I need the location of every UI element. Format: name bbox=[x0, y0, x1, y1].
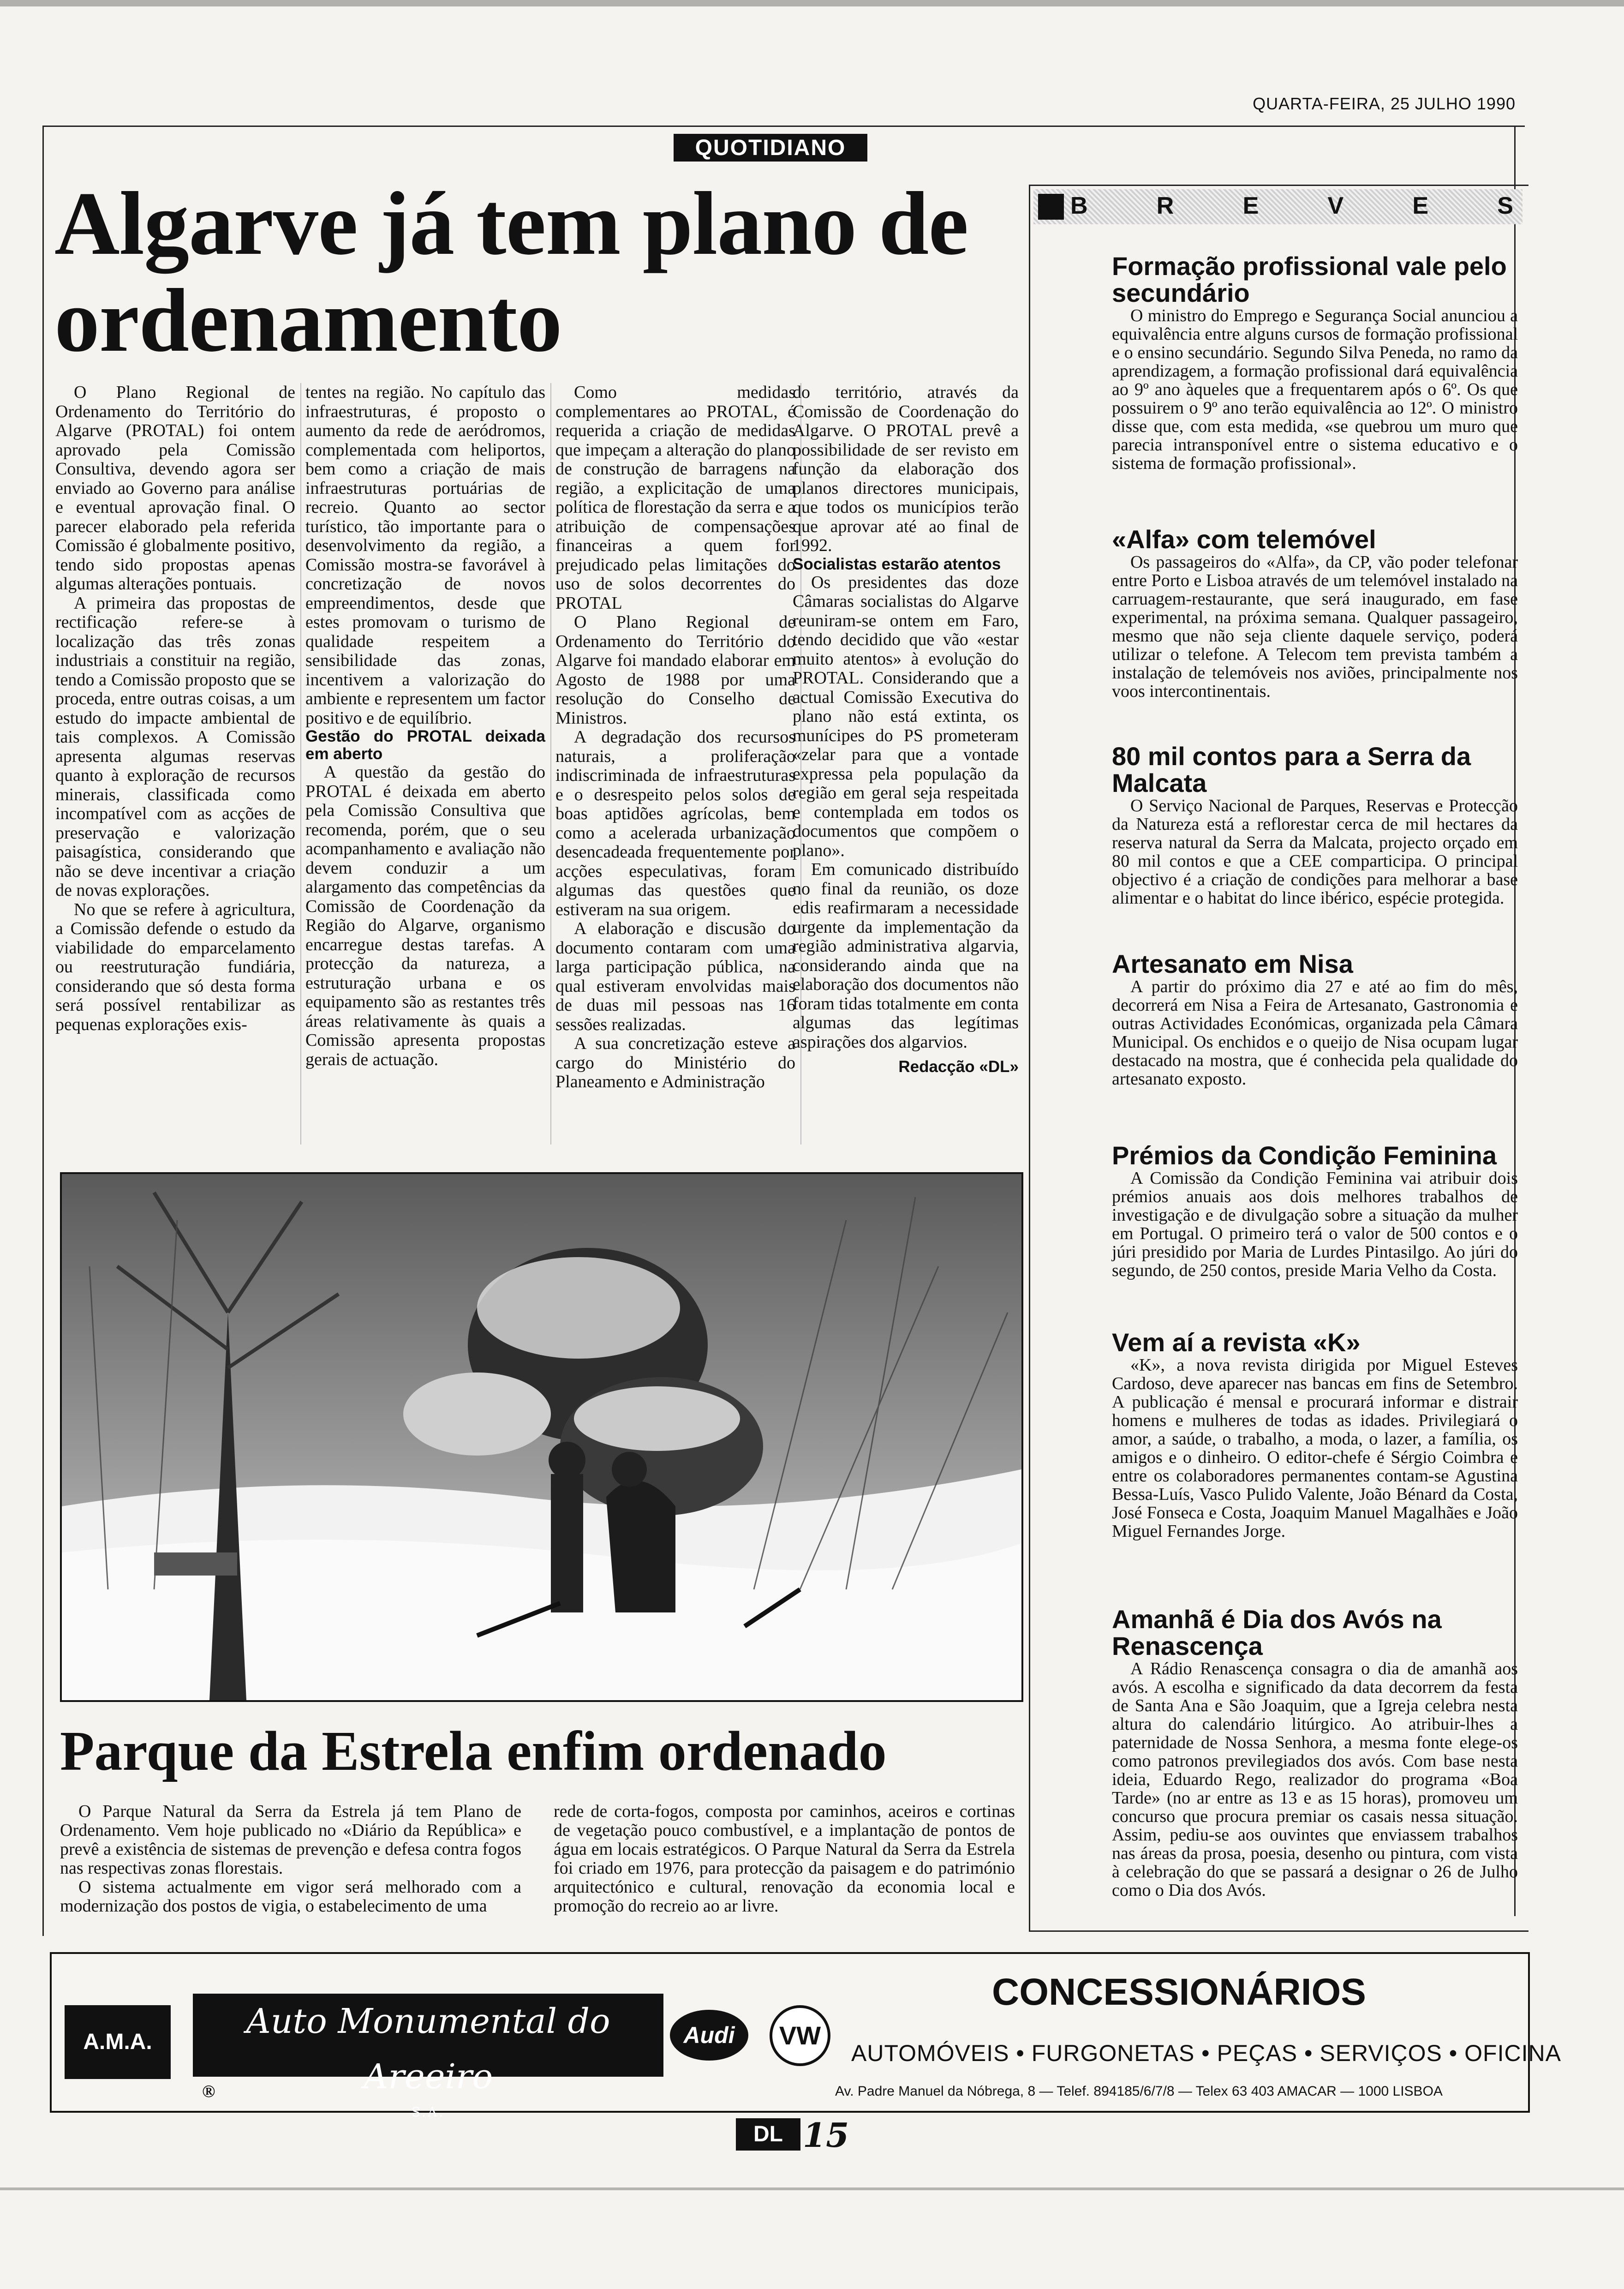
top-scan-edge bbox=[0, 0, 1624, 6]
bottom-scan-edge bbox=[0, 2187, 1624, 2190]
breves-title bbox=[1070, 192, 1513, 220]
article-column-4 bbox=[793, 383, 1019, 1077]
brief-item bbox=[1112, 743, 1518, 907]
breves-letter: R bbox=[1156, 192, 1174, 219]
ad-heading: CONCESSIONÁRIOS bbox=[992, 1971, 1366, 2013]
paragraph: rede de corta-fogos, composta por caminhos, aceiros e cortinas de vegetação pouco combustível, e a implantação de pontos de água em locais estratégicos. O Parque Natural da Serra da Estrela foi criado em 1976, para protecção da paisagem e do património arquitectónico e cultural, renovação da economia local e promoção do recreio ao ar livre. bbox=[554, 1802, 1015, 1916]
breves-letter: V bbox=[1327, 192, 1344, 219]
paragraph: O Parque Natural da Serra da Estrela já tem Plano de Ordenamento. Vem hoje publicado no «Diário da República» e prevê a existência de sistemas de prevenção e defesa contra fogos nas respectivas zonas florestais. bbox=[60, 1802, 521, 1878]
paragraph: A degradação dos recursos naturais, a proliferação indiscriminada de infraestruturas e o desrespeito pelos solos de boas aptidões agrícolas, bem como a acelerada urbanização desencadeada frequentemente por acções especulativas, foram algumas das questões que estiveram na sua origem. bbox=[555, 727, 795, 919]
registered-mark: ® bbox=[202, 2082, 215, 2101]
breves-letter: E bbox=[1412, 192, 1429, 219]
brief-body: A Comissão da Condição Feminina vai atribuir dois prémios anuais aos dois melhores trabalhos de investigação e de divulgação sobre a situação da mulher em Portugal. O primeiro terá o valor de 500 contos e o júri presidido por Maria de Lurdes Pintasilgo. Ao júri do segundo, de 250 contos, preside Maria Velho da Costa. bbox=[1112, 1168, 1518, 1280]
photo-article-column-1 bbox=[60, 1802, 521, 1916]
snow-scene-photo bbox=[60, 1172, 1023, 1702]
article-subhead: Socialistas estarão atentos bbox=[793, 555, 1001, 573]
brief-title: Prémios da Condição Feminina bbox=[1112, 1141, 1497, 1170]
paragraph: O sistema actualmente em vigor será melhorado com a modernização dos postos de vigia, o estabelecimento de uma bbox=[60, 1877, 521, 1916]
issue-date: QUARTA-FEIRA, 25 JULHO 1990 bbox=[1253, 94, 1516, 113]
brief-item bbox=[1112, 526, 1518, 701]
paragraph: No que se refere à agricultura, a Comissão defende o estudo da viabilidade do emparcelamento ou reestruturação fundiária, considerando que só desta forma será possível rentabilizar as pequenas explorações exis- bbox=[55, 899, 295, 1034]
newspaper-logo: DL bbox=[736, 2118, 800, 2151]
photo-illustration bbox=[62, 1174, 1021, 1700]
brief-body: «K», a nova revista dirigida por Miguel Esteves Cardoso, deve aparecer nas bancas em fins de Setembro. A publicação é mensal e procurará informar e distrair homens e mulheres de todas as idades. Privilegiará o amor, a saúde, o trabalho, a moda, o lazer, a família, os amigos e o dinheiro. O editor-chefe é Sérgio Coimbra e entre os colaboradores permanentes contam-se Agustina Bessa-Luís, Vasco Pulido Valente, João Bénard da Costa, José Fonseca e Costa, Joaquim Manuel Magalhães e João Miguel Fernandes Jorge. bbox=[1112, 1355, 1518, 1541]
brief-item bbox=[1112, 1606, 1518, 1900]
column-divider bbox=[550, 383, 551, 1144]
brief-title: Artesanato em Nisa bbox=[1112, 949, 1353, 978]
brief-title: Amanhã é Dia dos Avós na Renascença bbox=[1112, 1605, 1442, 1660]
breves-letter: B bbox=[1070, 192, 1088, 219]
paragraph: A elaboração e discusão do documento contaram com uma larga participação pública, na qual estiveram envolvidas mais de duas mil pessoas nas 16 sessões realizadas. bbox=[555, 919, 795, 1034]
paragraph: O Plano Regional de Ordenamento do Território do Algarve (PROTAL) foi ontem aprovado pela Comissão Consultiva, devendo agora ser enviado ao Governo para análise e eventual aprovação final. O parecer elaborado pela referida Comissão é globalmente positivo, tendo sido propostas apenas algumas alterações pontuais. bbox=[55, 383, 295, 593]
brief-title: Vem aí a revista «K» bbox=[1112, 1328, 1361, 1357]
brief-body: A partir do próximo dia 27 e até ao fim do mês, decorrerá em Nisa a Feira de Artesanato, Gastronomia e outras Actividades Económicas, organizada pela Câmara Municipal. Os enchidos e o queijo de Nisa ocupam lugar destacado na mostra, que é conhecida pela qualidade do artesanato exposto. bbox=[1112, 977, 1518, 1089]
paragraph: Os presidentes das doze Câmaras socialistas do Algarve reuniram-se ontem em Faro, tendo decidido que vão «estar muito atentos» à evolução do PROTAL. Considerando que a actual Comissão Executiva do plano não está extinta, os munícipes do PS prometeram «zelar para que a vontade expressa pela população da região em geral seja respeitada e contemplada em todos os documentos que compõem o plano». bbox=[793, 572, 1019, 860]
paragraph: O Plano Regional de Ordenamento do Território do Algarve foi mandado elaborar em Agosto de 1988 por uma resolução do Conselho de Ministros. bbox=[555, 612, 795, 728]
brief-item bbox=[1112, 1329, 1518, 1540]
section-label: QUOTIDIANO bbox=[674, 134, 867, 162]
paragraph: tentes na região. No capítulo das infraestruturas, é proposto o aumento da rede de aeródromos, complementada com heliportos, bem como a criação de mais infraestruturas portuárias de recreio. Quanto ao sector turístico, tão importante para o desenvolvimento da região, a Comissão mostra-se favorável à concretização de novos empreendimentos, desde que estes promovam o turismo de qualidade respeitem a sensibilidade das zonas, incentivem a valorização do ambiente e representem um factor positivo e de equilíbrio. bbox=[305, 383, 545, 728]
paragraph: Como medidas complementares ao PROTAL, é requerida a criação de medidas que impeçam a alteração do plano de construção de barragens na região, a explicitação de uma política de florestação da serra e a atribuição de compensações financeiras a quem for prejudicado pelas limitações do uso de solos decorrentes do PROTAL bbox=[555, 383, 795, 613]
ad-services: AUTOMÓVEIS • FURGONETAS • PEÇAS • SERVIÇOS • OFICINA bbox=[851, 2040, 1561, 2066]
ama-logo: A.M.A. bbox=[65, 2005, 171, 2079]
photo-article-headline: Parque da Estrela enfim ordenado bbox=[60, 1720, 887, 1782]
paragraph: A sua concretização esteve a cargo do Ministério do Planeamento e Administração bbox=[555, 1034, 795, 1091]
brief-title: 80 mil contos para a Serra da Malcata bbox=[1112, 742, 1471, 797]
article-subhead: Gestão do PROTAL deixada em aberto bbox=[305, 727, 545, 763]
article-column-2 bbox=[305, 383, 545, 1069]
brief-body: A Rádio Renascença consagra o dia de amanhã aos avós. A escolha e significado da data decorrem da festa de Santa Ana e São Joaquim, que a Igreja celebra nesta altura do calendário litúrgico. Ao atribuir-lhes a paternidade de Nossa Senhora, a mesma fonte elege-os como patronos previlegiados dos avós. Com base nesta ideia, Eduardo Rego, realizador do programa «Boa Tarde» (no ar entre as 13 e as 15 horas), promoveu um concurso que procura premiar os casais nessa situação. Assim, pediu-se aos ouvintes que enviassem trabalhos nas áreas da prosa, poesia, desenho ou pintura, com vista à celebração do que se passará a designar o 26 de Julho como o Dia dos Avós. bbox=[1112, 1659, 1518, 1900]
breves-letter: S bbox=[1497, 192, 1513, 219]
brief-title: Formação profissional vale pelo secundário bbox=[1112, 252, 1507, 307]
brief-item bbox=[1112, 1142, 1518, 1280]
company-name: Auto Monumental do Areeiro bbox=[246, 2001, 610, 2097]
byline: Redacção «DL» bbox=[898, 1058, 1019, 1076]
paragraph: Em comunicado distribuído no final da reunião, os doze edis reafirmaram a necessidade urgente da implementação da região administrativa algarvia, considerando ainda que na elaboração dos documentos não foram tidas totalmente em conta algumas das legítimas aspirações dos algarvios. bbox=[793, 860, 1019, 1052]
breves-letter: E bbox=[1242, 192, 1259, 219]
brief-body: O Serviço Nacional de Parques, Reservas e Protecção da Natureza está a reflorestar cerca de mil hectares da reserva natural da Serra da Malcata, projecto orçado em 80 mil contos e que a CEE comparticipa. O principal objectivo é a criação de condições para melhorar a base alimentar e o habitat do lince ibérico, espécie protegida. bbox=[1112, 796, 1518, 908]
article-column-3 bbox=[555, 383, 795, 1092]
ad-address: Av. Padre Manuel da Nóbrega, 8 — Telef. 894185/6/7/8 — Telex 63 403 AMACAR — 1000 LISBOA bbox=[835, 2084, 1443, 2099]
company-name-banner bbox=[193, 1994, 663, 2120]
square-bullet-icon bbox=[1038, 194, 1064, 220]
main-headline: Algarve já tem plano de ordenamento bbox=[54, 174, 968, 371]
brief-body: O ministro do Emprego e Segurança Social anunciou a equivalência entre alguns cursos de formação profissional e o ensino secundário. Segundo Silva Peneda, no ramo da aprendizagem, a formação profissional dará equivalência ao 9º ano àqueles que a frequentarem após o 6º. Os que possuirem o 9º ano terão equivalência ao 12º. O ministro disse que, com esta medida, «se quebrou um muro que parecia intransponível entre o sistema educativo e o sistema de formação profissional». bbox=[1112, 306, 1518, 473]
company-suffix: S.A. bbox=[411, 2104, 445, 2120]
brief-body: Os passageiros do «Alfa», da CP, vão poder telefonar entre Porto e Lisboa através de um telemóvel instalado na carruagem-restaurante, que será inaugurado, em fase experimental, na próxima semana. Qualquer passageiro, mesmo que não seja cliente daquele serviço, poderá utilizar o telefone. A Telecom tem prevista também a instalação de telemóveis nos aviões, principalmente nos voos intercontinentais. bbox=[1112, 552, 1518, 701]
audi-logo: Audi bbox=[670, 2010, 748, 2061]
column-divider bbox=[300, 383, 301, 1144]
paragraph: A questão da gestão do PROTAL é deixada em aberto pela Comissão Consultiva que recomenda, porém, que o seu acompanhamento e avaliação não devem conduzir a um alargamento das competências da Comissão de Coordenação da Região do Algarve, organismo encarregue destas tarefas. A protecção da natureza, a estruturação urbana e os equipamento são as restantes três áreas relativamente às quais a Comissão apresenta propostas gerais de actuação. bbox=[305, 762, 545, 1069]
paragraph: do território, através da Comissão de Coordenação do Algarve. O PROTAL prevê a possibilidade de ser revisto em função da elaboração dos planos directores municipais, que todos os municípios terão que aprovar até ao final de 1992. bbox=[793, 383, 1019, 555]
article-column-1 bbox=[55, 383, 295, 1034]
photo-article-column-2 bbox=[554, 1802, 1015, 1916]
brief-item bbox=[1112, 253, 1518, 473]
page-number: 15 bbox=[803, 2115, 849, 2155]
volkswagen-logo: VW bbox=[770, 2005, 830, 2066]
brief-item bbox=[1112, 951, 1518, 1088]
brief-title: «Alfa» com telemóvel bbox=[1112, 525, 1376, 554]
paragraph: A primeira das propostas de rectificação refere-se à localização das três zonas industriais a constituir na região, tendo a Comissão proposto que se proceda, entre outras coisas, a um estudo do impacte ambiental de tais complexos. A Comissão apresenta algumas reservas quanto à exploração de recursos minerais, classificada como incompatível com as acções de preservação e valorização paisagística, considerando que não se deve incentivar a criação de novas explorações. bbox=[55, 593, 295, 900]
